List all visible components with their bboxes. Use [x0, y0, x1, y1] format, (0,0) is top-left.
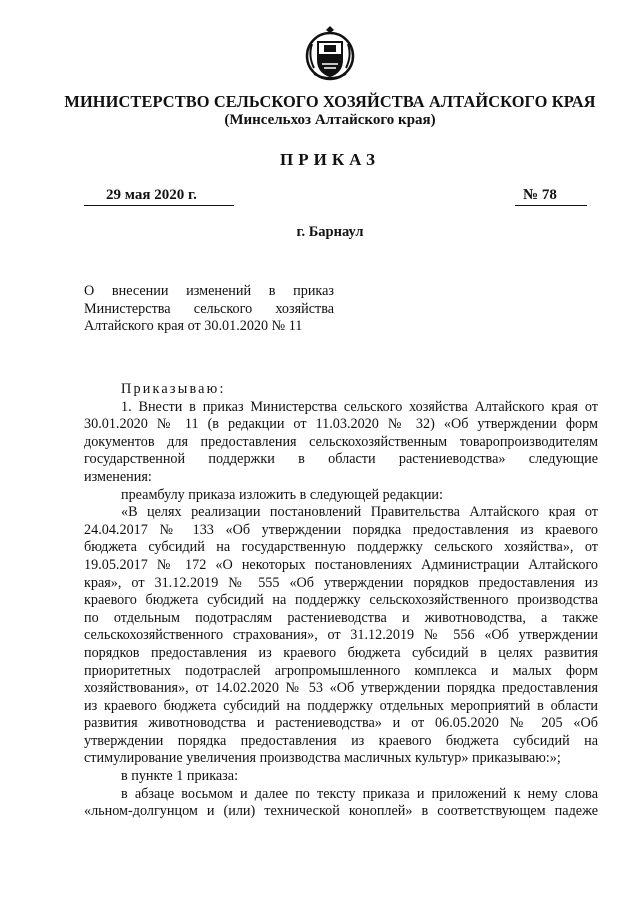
body-line: 24.04.2017 № 133 «Об утверждении порядка предоставления из краевого: [84, 521, 598, 538]
body-line: по отдельным подотраслям растениеводства и животноводства, а также: [84, 609, 598, 626]
subject-line: Алтайского края от 30.01.2020 № 11: [84, 318, 303, 334]
body-line: из краевого бюджета субсидий на поддержку отдельных мероприятий в области: [84, 697, 598, 714]
altai-krai-coat-of-arms-icon: [304, 24, 356, 84]
document-type: ПРИКАЗ: [280, 150, 380, 169]
body-line: документов для предоставления сельскохозяйственным товаропроизводителям: [84, 433, 598, 450]
body-line: развития животноводства и растениеводства» и от 06.05.2020 № 205 «Об: [84, 715, 598, 732]
body-line: края», от 31.12.2019 № 555 «Об утверждении порядков предоставления из: [84, 574, 598, 591]
body-line: приоритетных подотраслей агропромышленного комплекса и малых форм: [84, 662, 598, 679]
order-body: [84, 381, 598, 821]
order-subject: [84, 283, 334, 336]
body-line: краевого бюджета субсидий на поддержку сельскохозяйственного производства: [84, 592, 598, 609]
body-line: 19.05.2017 № 172 «О некоторых постановлениях Администрации Алтайского: [84, 556, 598, 573]
body-line: государственной поддержки в области растениеводства» следующие: [84, 451, 598, 468]
body-line: «В целях реализации постановлений Правительства Алтайского края от: [121, 504, 598, 521]
subject-line: Министерства сельского хозяйства: [84, 300, 334, 317]
body-line: 1. Внести в приказ Министерства сельского хозяйства Алтайского края от: [121, 398, 598, 415]
body-line: бюджета субсидий на государственную поддержку сельского хозяйства», от: [84, 539, 598, 556]
ministry-name: МИНИСТЕРСТВО СЕЛЬСКОГО ХОЗЯЙСТВА АЛТАЙСКОГО КРАЯ: [64, 92, 596, 111]
body-line: стимулирование увеличения производства масличных культур» приказываю:»;: [84, 750, 561, 767]
order-date: 29 мая 2020 г.: [84, 186, 234, 206]
body-line: изменения:: [84, 468, 152, 485]
city: г. Барнаул: [296, 224, 364, 240]
body-line: сельскохозяйственного страхования», от 31.12.2019 № 556 «Об утверждении: [84, 627, 598, 644]
order-number: № 78: [515, 186, 587, 206]
body-line: преамбулу приказа изложить в следующей редакции:: [121, 486, 443, 503]
body-line: утверждении порядка предоставления из краевого бюджета субсидий на: [84, 732, 598, 749]
body-line: хозяйствования», от 14.02.2020 № 53 «Об утверждении порядка предоставления: [84, 680, 598, 697]
subject-line: О внесении изменений в приказ: [84, 283, 334, 299]
body-line: Приказываю:: [121, 381, 226, 397]
body-line: «льном-долгунцом и (или) технической коноплей» в соответствующем падеже: [84, 803, 598, 820]
body-line: порядков предоставления из краевого бюджета субсидий в целях развития: [84, 644, 598, 661]
body-line: в пункте 1 приказа:: [121, 768, 239, 785]
body-line: 30.01.2020 № 11 (в редакции от 11.03.2020 № 32) «Об утверждении форм: [84, 416, 598, 433]
body-line: в абзаце восьмом и далее по тексту приказа и приложений к нему слова: [121, 785, 598, 802]
ministry-short-name: (Минсельхоз Алтайского края): [224, 112, 436, 128]
